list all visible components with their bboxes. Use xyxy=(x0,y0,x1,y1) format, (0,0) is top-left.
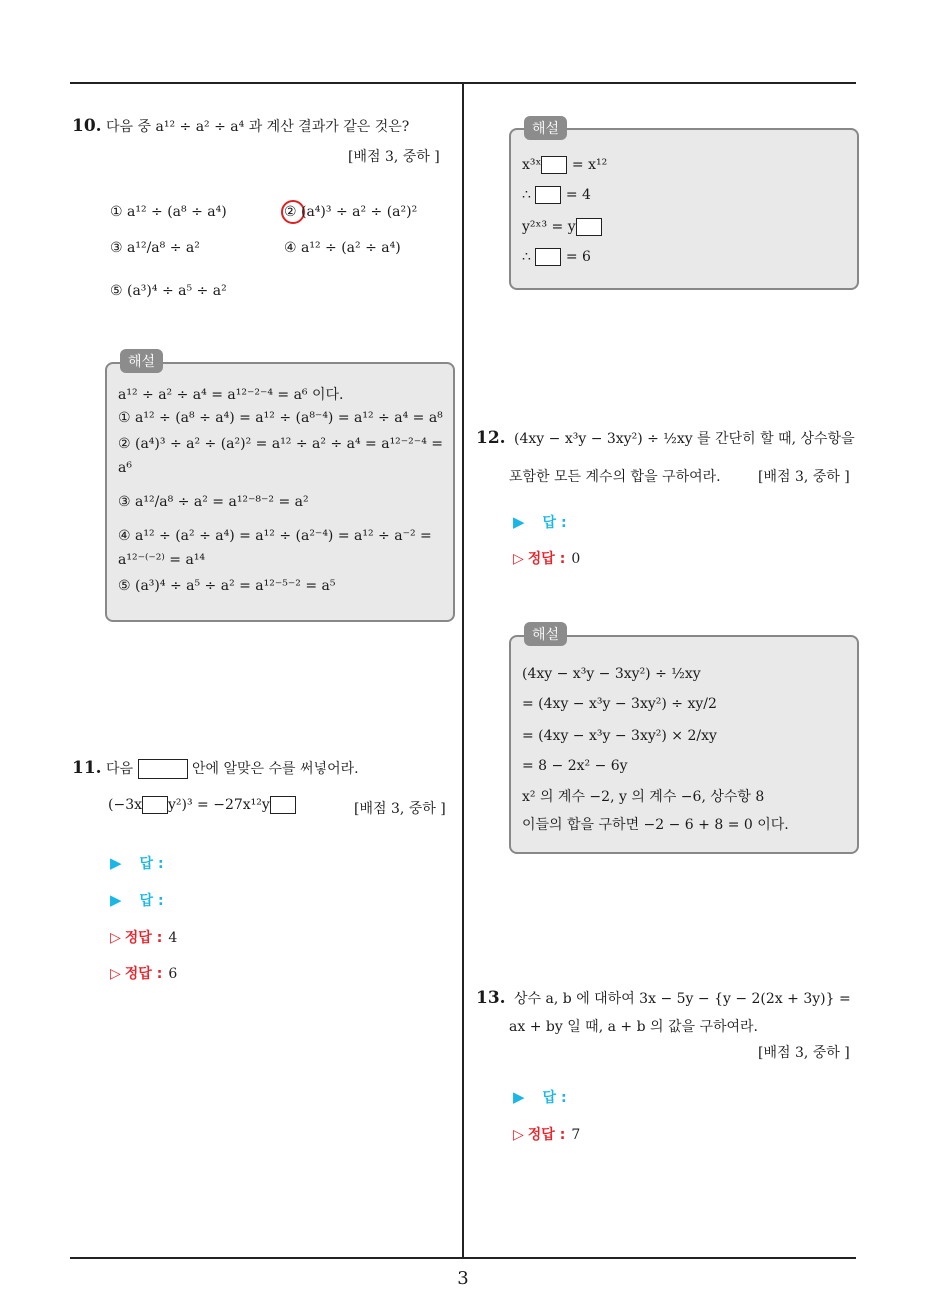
explanation-line: ④ a¹² ÷ (a² ÷ a⁴) = a¹² ÷ (a²⁻⁴) = a¹² ÷ a⁻² = xyxy=(118,528,432,544)
question-text: 안에 알맞은 수를 써넣어라. xyxy=(192,761,359,777)
column-divider xyxy=(462,84,464,1259)
math-part: ∴ xyxy=(522,187,531,203)
explanation-line: ③ a¹²/a⁸ ÷ a² = a¹²⁻⁸⁻² = a² xyxy=(118,494,309,510)
explanation-line xyxy=(522,218,602,236)
answer-row xyxy=(513,1087,567,1107)
answer-label: 답 : xyxy=(542,1090,567,1106)
correct-answer-row xyxy=(513,1124,580,1144)
equation-part: (−3x xyxy=(108,797,142,813)
correct-answer-row xyxy=(513,548,580,568)
question-text: 다음 중 a¹² ÷ a² ÷ a⁴ 과 계산 결과가 같은 것은? xyxy=(106,119,410,135)
equation xyxy=(108,796,296,814)
choice-2[interactable]: ② (a⁴)³ ÷ a² ÷ (a²)² xyxy=(284,204,418,220)
correct-label: 정답 : xyxy=(527,1127,566,1143)
explanation-line: ⑤ (a³)⁴ ÷ a⁵ ÷ a² = a¹²⁻⁵⁻² = a⁵ xyxy=(118,578,336,594)
math-part: ∴ xyxy=(522,249,531,265)
correct-answer-row xyxy=(110,963,177,983)
correct-value: 4 xyxy=(168,930,178,946)
question-text: (4xy − x³y − 3xy²) ÷ ½xy 를 간단히 할 때, 상수항을 xyxy=(514,431,855,447)
explanation-line: ② (a⁴)³ ÷ a² ÷ (a²)² = a¹² ÷ a² ÷ a⁴ = a¹²⁻²⁻⁴ = xyxy=(118,436,443,452)
question-11 xyxy=(72,758,359,779)
explanation-tag: 해설 xyxy=(524,622,567,646)
math-part: = 6 xyxy=(565,249,591,265)
explanation-line xyxy=(522,248,591,266)
correct-answer-row xyxy=(110,927,177,947)
explanation-line: (4xy − x³y − 3xy²) ÷ ½xy xyxy=(522,666,701,682)
question-number: 10. xyxy=(72,116,102,136)
explanation-line: = (4xy − x³y − 3xy²) ÷ xy/2 xyxy=(522,696,717,712)
blank-box xyxy=(138,759,188,779)
choice-4[interactable]: ④ a¹² ÷ (a² ÷ a⁴) xyxy=(284,240,401,256)
math-part: x³ˣ xyxy=(522,157,542,173)
question-meta: [배점 3, 중하 ] xyxy=(354,801,446,817)
answer-label: 답 : xyxy=(542,515,567,531)
triangle-outline-icon: ▷ xyxy=(513,551,524,567)
answer-row xyxy=(110,890,164,910)
question-10 xyxy=(72,116,452,136)
blank-box xyxy=(541,156,567,174)
question-text: 포함한 모든 계수의 합을 구하여라. xyxy=(509,469,721,485)
explanation-line: a⁶ xyxy=(118,460,132,476)
explanation-line xyxy=(522,186,591,204)
blank-box xyxy=(142,796,168,814)
correct-value: 0 xyxy=(571,551,581,567)
explanation-tag: 해설 xyxy=(120,349,163,373)
equation-part: y²)³ = −27x¹²y xyxy=(168,797,270,813)
choice-3[interactable]: ③ a¹²/a⁸ ÷ a² xyxy=(110,240,200,256)
explanation-line: a¹² ÷ a² ÷ a⁴ = a¹²⁻²⁻⁴ = a⁶ 이다. xyxy=(118,387,344,403)
question-meta: [배점 3, 중하 ] xyxy=(348,149,440,165)
math-part: = x¹² xyxy=(571,157,608,173)
correct-label: 정답 : xyxy=(527,551,566,567)
explanation-line: x² 의 계수 −2, y 의 계수 −6, 상수항 8 xyxy=(522,789,765,805)
math-part: y²ˣ³ = y xyxy=(522,219,576,235)
question-12 xyxy=(476,428,855,448)
explanation-line: = 8 − 2x² − 6y xyxy=(522,758,628,774)
page-number: 3 xyxy=(457,1268,469,1289)
explanation-line: 이들의 합을 구하면 −2 − 6 + 8 = 0 이다. xyxy=(522,817,789,833)
question-text: 다음 xyxy=(106,761,134,777)
correct-value: 6 xyxy=(168,966,178,982)
question-meta: [배점 3, 중하 ] xyxy=(758,1045,850,1061)
answer-label: 답 : xyxy=(139,893,164,909)
triangle-outline-icon: ▷ xyxy=(110,966,121,982)
blank-box xyxy=(535,248,561,266)
question-text: 상수 a, b 에 대하여 3x − 5y − {y − 2(2x + 3y)} = xyxy=(514,991,851,1007)
explanation-line xyxy=(522,156,607,174)
question-number: 13. xyxy=(476,988,506,1008)
question-number: 11. xyxy=(72,758,102,778)
triangle-icon: ▶ xyxy=(513,513,525,531)
question-meta: [배점 3, 중하 ] xyxy=(758,469,850,485)
blank-box xyxy=(270,796,296,814)
correct-label: 정답 : xyxy=(124,966,163,982)
explanation-line: ① a¹² ÷ (a⁸ ÷ a⁴) = a¹² ÷ (a⁸⁻⁴) = a¹² ÷ a⁴ = a⁸ xyxy=(118,410,443,426)
math-part: = 4 xyxy=(565,187,591,203)
choice-5[interactable]: ⑤ (a³)⁴ ÷ a⁵ ÷ a² xyxy=(110,283,227,299)
answer-row xyxy=(110,853,164,873)
answer-row xyxy=(513,512,567,532)
explanation-line: = (4xy − x³y − 3xy²) × 2/xy xyxy=(522,728,717,744)
answer-label: 답 : xyxy=(139,856,164,872)
triangle-icon: ▶ xyxy=(110,854,122,872)
correct-label: 정답 : xyxy=(124,930,163,946)
correct-value: 7 xyxy=(571,1127,581,1143)
blank-box xyxy=(576,218,602,236)
triangle-outline-icon: ▷ xyxy=(110,930,121,946)
triangle-outline-icon: ▷ xyxy=(513,1127,524,1143)
explanation-tag: 해설 xyxy=(524,116,567,140)
blank-box xyxy=(535,186,561,204)
triangle-icon: ▶ xyxy=(110,891,122,909)
question-number: 12. xyxy=(476,428,506,448)
explanation-line: a¹²⁻⁽⁻²⁾ = a¹⁴ xyxy=(118,552,206,568)
question-13 xyxy=(476,988,851,1008)
triangle-icon: ▶ xyxy=(513,1088,525,1106)
choice-1[interactable]: ① a¹² ÷ (a⁸ ÷ a⁴) xyxy=(110,204,227,220)
question-text: ax + by 일 때, a + b 의 값을 구하여라. xyxy=(509,1019,759,1035)
bottom-rule xyxy=(70,1257,856,1259)
